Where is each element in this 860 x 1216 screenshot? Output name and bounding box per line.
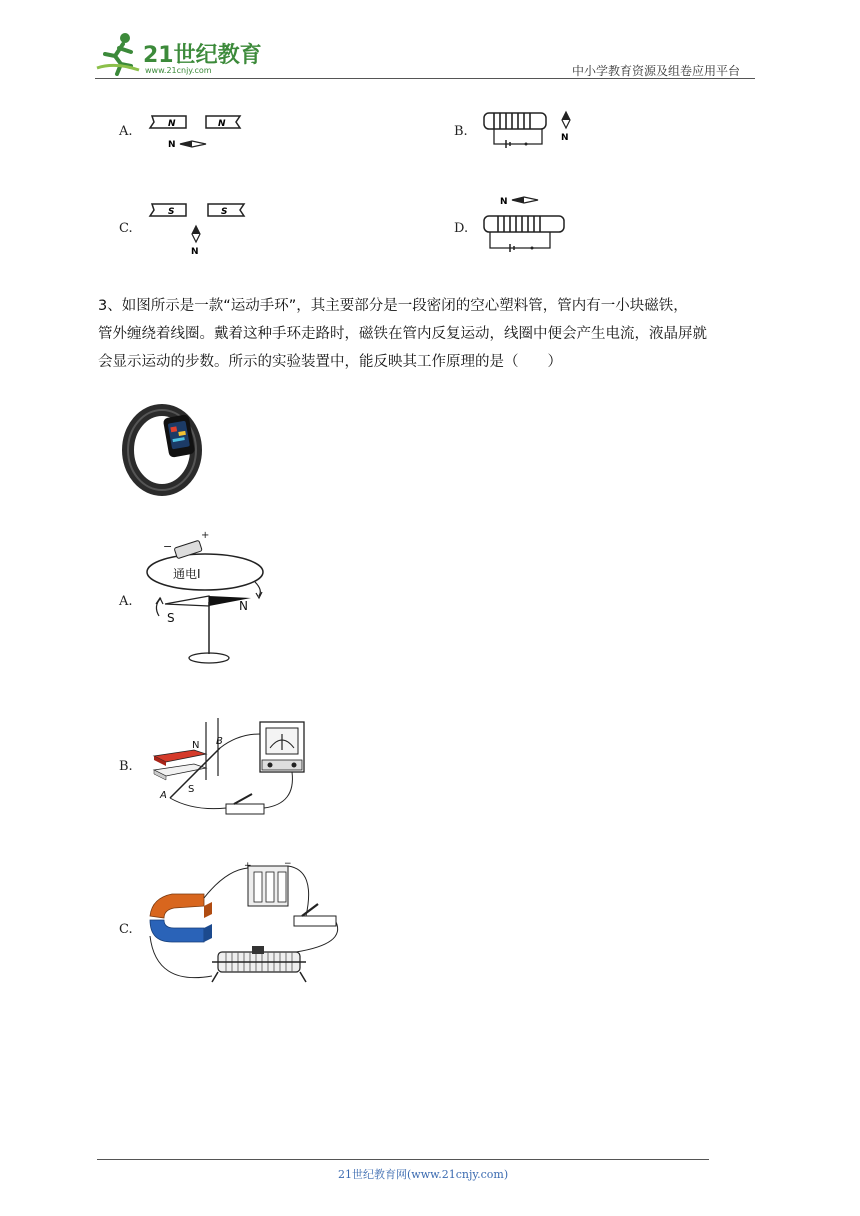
q3-option-c-label: C.: [119, 922, 133, 937]
q3-option-a-label: A.: [119, 594, 133, 609]
q3-option-b-figure: [148, 714, 316, 824]
galvanometer-icon: [260, 722, 304, 772]
header-logo: [95, 30, 265, 80]
switch-icon: [226, 794, 264, 814]
question-line: 会显示运动的步数。所示的实验装置中，能反映其工作原理的是（ ）: [98, 354, 562, 370]
svg-text:S: S: [168, 207, 175, 217]
question-line: 3、如图所示是一款“运动手环”，其主要部分是一段密闭的空心塑料管，管内有一小块磁铁，: [98, 298, 688, 314]
header-divider: [95, 78, 755, 79]
q2-option-b-label: B.: [454, 124, 468, 139]
q2-option-a-figure: [146, 112, 246, 152]
question-line: 管外缠绕着线圈。戴着这种手环走路时，磁铁在管内反复运动，线圈中便会产生电流，液晶屏就: [98, 326, 707, 342]
q2-option-d-label: D.: [454, 221, 469, 236]
logo-title: 21世纪教育: [143, 43, 262, 68]
magnet-left-pole: N: [168, 119, 176, 129]
magnet-right-pole: N: [218, 119, 226, 129]
rheostat-icon: [212, 946, 306, 982]
q3-option-a-figure: [143, 526, 273, 672]
fitness-band-image: [122, 402, 204, 496]
q2-option-b-figure: [480, 108, 580, 154]
svg-text:A: A: [160, 790, 167, 801]
svg-text:N: N: [239, 599, 248, 613]
q2-option-c-label: C.: [119, 221, 133, 236]
q3-option-c-figure: [146, 856, 346, 996]
needle-pole: N: [168, 140, 176, 150]
logo-url: www.21cnjy.com: [145, 66, 212, 75]
runner-logo-icon: [95, 32, 143, 76]
svg-text:N: N: [500, 197, 508, 207]
q2-option-c-figure: [146, 200, 250, 256]
svg-text:S: S: [221, 207, 228, 217]
q2-option-d-figure: [480, 192, 570, 256]
switch-icon: [294, 904, 336, 926]
svg-text:N: N: [192, 740, 200, 751]
battery-pack-icon: [244, 859, 292, 906]
u-magnet-bottom: [150, 920, 204, 942]
footer-text: 21世纪教育网(www.21cnjy.com): [338, 1168, 509, 1181]
footer-divider: [97, 1159, 709, 1160]
current-label: 通电I: [173, 567, 201, 581]
svg-text:B: B: [216, 736, 223, 747]
q2-option-a-label: A.: [119, 124, 133, 139]
svg-text:−: −: [163, 540, 173, 553]
compass-needle-icon: [165, 596, 209, 606]
svg-text:+: +: [201, 530, 210, 541]
svg-text:+: +: [244, 861, 252, 871]
platform-title: 中小学教育资源及组卷应用平台: [572, 64, 741, 78]
svg-text:S: S: [188, 784, 195, 795]
solenoid-tube: [484, 216, 564, 232]
question-3-text: [98, 292, 778, 376]
battery-icon: [174, 540, 202, 558]
svg-text:N: N: [191, 247, 199, 256]
current-loop: [147, 554, 263, 590]
svg-text:N: N: [561, 133, 569, 143]
svg-text:S: S: [167, 611, 175, 625]
svg-text:−: −: [284, 859, 292, 869]
q3-option-b-label: B.: [119, 759, 133, 774]
u-magnet-top: [150, 894, 204, 918]
